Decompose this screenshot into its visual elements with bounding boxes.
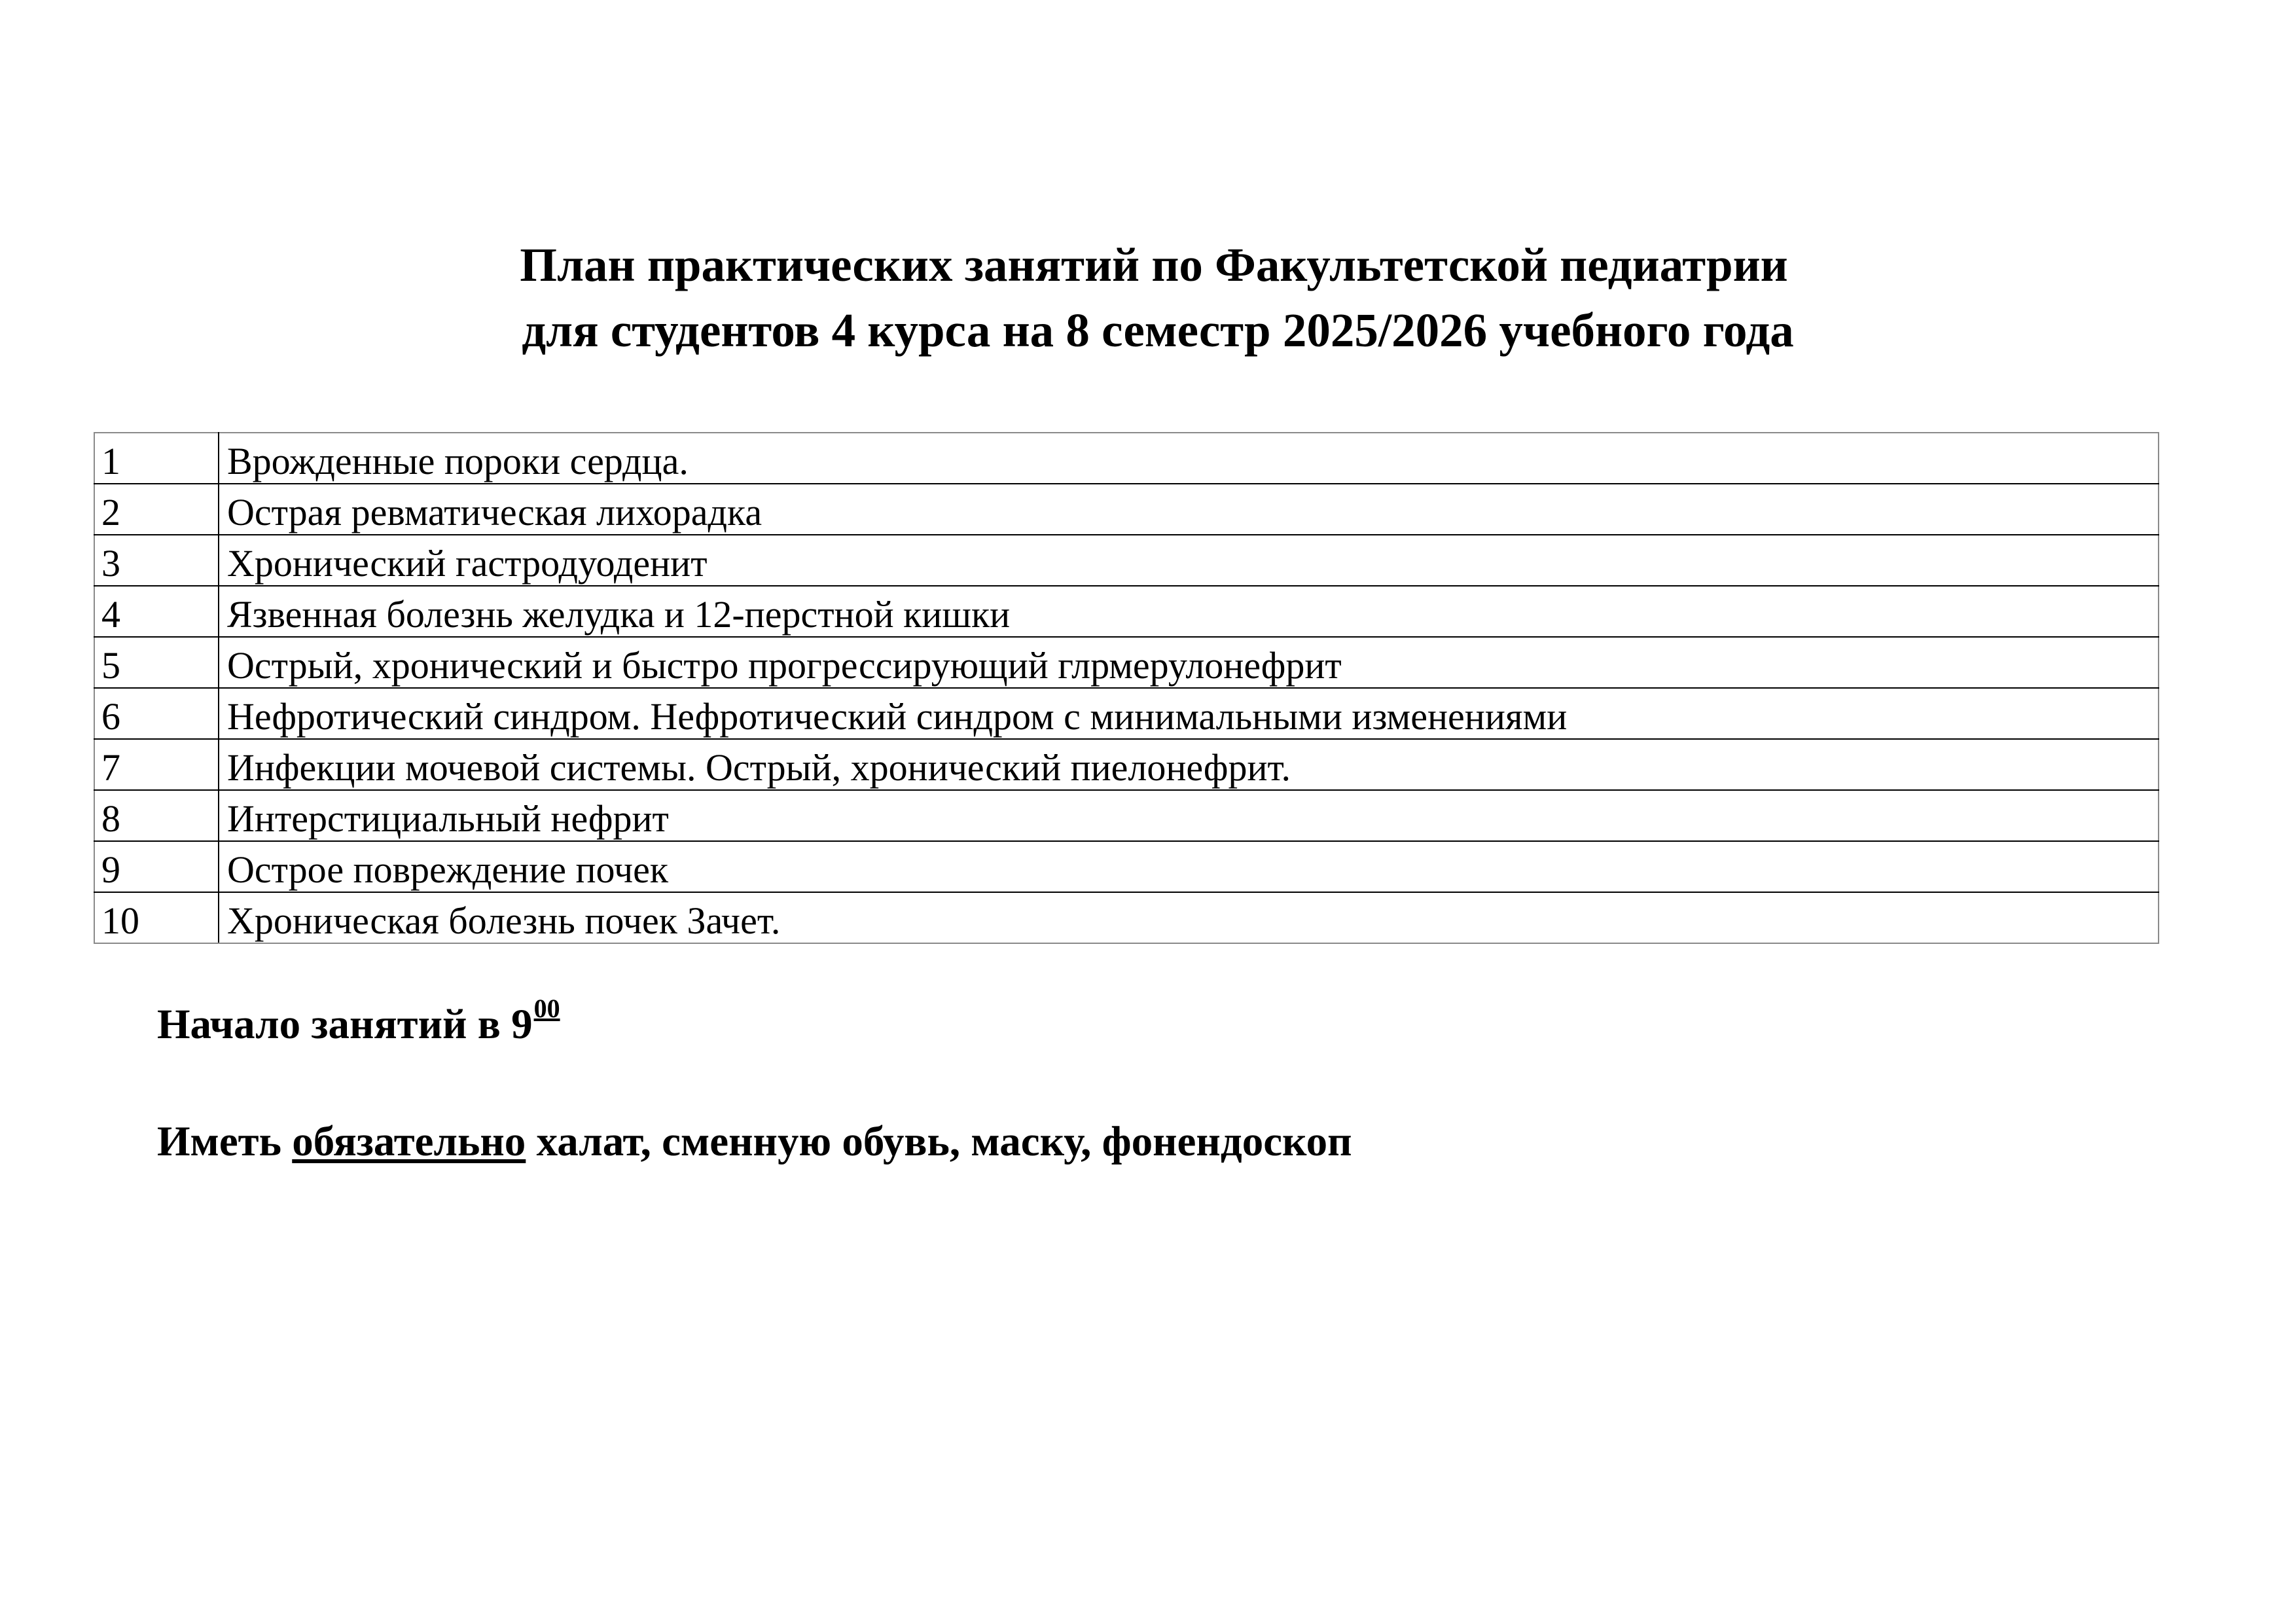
row-number: 6: [94, 688, 219, 739]
row-number: 10: [94, 892, 219, 943]
required-items-note: [157, 1115, 1352, 1168]
title-line-2: для студентов 4 курса на 8 семестр 2025/2026 учебного года: [522, 304, 1794, 357]
start-time-note: [157, 994, 560, 1056]
table-row: [94, 433, 2159, 484]
row-number: 1: [94, 433, 219, 484]
table-row: [94, 484, 2159, 535]
table-row: [94, 739, 2159, 790]
note-emphasis: обязательно: [292, 1118, 526, 1165]
topics-table: [94, 432, 2159, 944]
row-topic: Нефротический синдром. Нефротический синдром с минимальными изменениями: [219, 688, 2159, 739]
row-topic: Интерстициальный нефрит: [219, 790, 2159, 841]
table-row: [94, 637, 2159, 688]
row-number: 9: [94, 841, 219, 892]
row-topic: Хронический гастродуоденит: [219, 535, 2159, 586]
row-number: 4: [94, 586, 219, 637]
table-row: [94, 535, 2159, 586]
row-number: 8: [94, 790, 219, 841]
start-time-text: Начало занятий в 9: [157, 1001, 533, 1048]
row-topic: Язвенная болезнь желудка и 12-перстной кишки: [219, 586, 2159, 637]
row-topic: Инфекции мочевой системы. Острый, хронический пиелонефрит.: [219, 739, 2159, 790]
start-time-superscript: 00: [533, 994, 560, 1023]
page-title: [0, 232, 2296, 363]
row-topic: Острый, хронический и быстро прогрессирующий глрмерулонефрит: [219, 637, 2159, 688]
table-row: [94, 841, 2159, 892]
table-row: [94, 586, 2159, 637]
note-prefix: Иметь: [157, 1118, 293, 1165]
row-number: 5: [94, 637, 219, 688]
row-number: 3: [94, 535, 219, 586]
row-topic: Острое повреждение почек: [219, 841, 2159, 892]
row-topic: Острая ревматическая лихорадка: [219, 484, 2159, 535]
note-suffix: халат, сменную обувь, маску, фонендоскоп: [526, 1118, 1352, 1165]
table-row: [94, 790, 2159, 841]
row-number: 7: [94, 739, 219, 790]
row-number: 2: [94, 484, 219, 535]
row-topic: Хроническая болезнь почек Зачет.: [219, 892, 2159, 943]
row-topic: Врожденные пороки сердца.: [219, 433, 2159, 484]
table-row: [94, 688, 2159, 739]
title-line-1: План практических занятий по Факультетской педиатрии: [520, 238, 1788, 291]
table-row: [94, 892, 2159, 943]
